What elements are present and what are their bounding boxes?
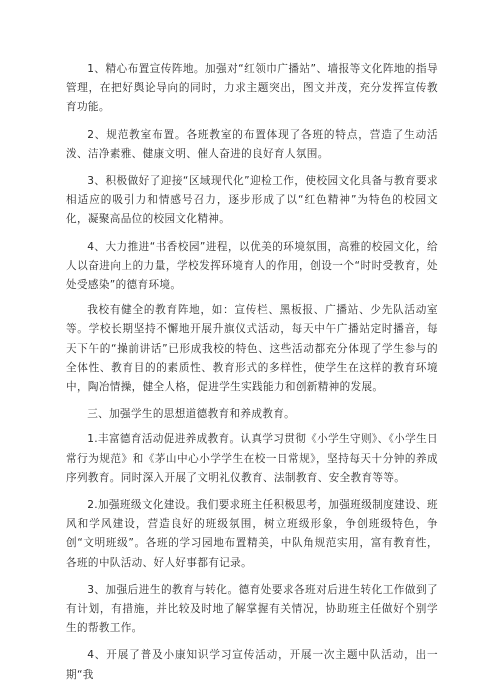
paragraph-class-culture: 2.加强班级文化建设。我们要求班主任积极思考，加强班级制度建设、班风和学风建设，营造良好的班级氛围，树立班级形象，争创班级特色，争创“文明班级”。各班的学习园地布置精美，中队角规范实用，富有教育性，各班的中队活动、好人好事都有记录。 (66, 499, 438, 569)
paragraph-underachiever-education: 3、加强后进生的教育与转化。德育处要求各班对后进生转化工作做到了有计划，有措施，并比较及时地了解掌握有关情况，协助班主任做好个别学生的帮教工作。 (66, 583, 438, 635)
section-heading-moral-education: 三、加强学生的思想道德教育和养成教育。 (87, 408, 296, 421)
paragraph-scholarly-campus: 4、大力推进“书香校园”进程，以优美的环境氛围，高雅的校园文化，给人以奋进向上的力量，学校发挥环境育人的作用，创设一个“时时受教育，处处受感染”的德育环境。 (66, 240, 438, 292)
paragraph-modernization-inspection: 3、积极做好了迎接“区域现代化”迎检工作，使校园文化具备与教育要求相适应的吸引力和情感号召力，逐步形成了以“红色精神”为特色的校园文化，凝聚高品位的校园文化精神。 (66, 175, 438, 226)
paragraph-xiaokang-knowledge: 4、开展了普及小康知识学习宣传活动，开展一次主题中队活动，出一期“我 (66, 649, 438, 681)
paragraph-publicity-position: 1、精心布置宣传阵地。加强对“红领巾广播站”、墙报等文化阵地的指导管理，在把好舆论导向的同时，力求主题突出，图文并茂，充分发挥宣传教育功能。 (66, 63, 438, 114)
paragraph-classroom-layout: 2、规范教室布置。各班教室的布置体现了各班的特点，营造了生动活泼、洁净素雅、健康文明、催人奋进的良好育人氛围。 (66, 128, 438, 160)
paragraph-moral-activities: 1.丰富德育活动促进养成教育。认真学习贯彻《小学生守则》、《小学生日常行为规范》和《茅山中心小学学生在校一日常规》，坚持每天十分钟的养成序列教育。同时深入开展了文明礼仪教育、法制教育、安全教育等等。 (66, 433, 438, 484)
paragraph-education-positions: 我校有健全的教育阵地，如：宣传栏、黑板报、广播站、少先队活动室等。学校长期坚持不懈地开展升旗仪式活动，每天中午广播站定时播音，每天下午的“操前讲话”已形成我校的特色、这些活动都充分体现了学生参与的全体性、教育目的的素质性、教育形式的多样性，使学生在这样的教育环境中，陶冶情操，健全人格，促进学生实践能力和创新精神的发展。 (66, 304, 438, 394)
